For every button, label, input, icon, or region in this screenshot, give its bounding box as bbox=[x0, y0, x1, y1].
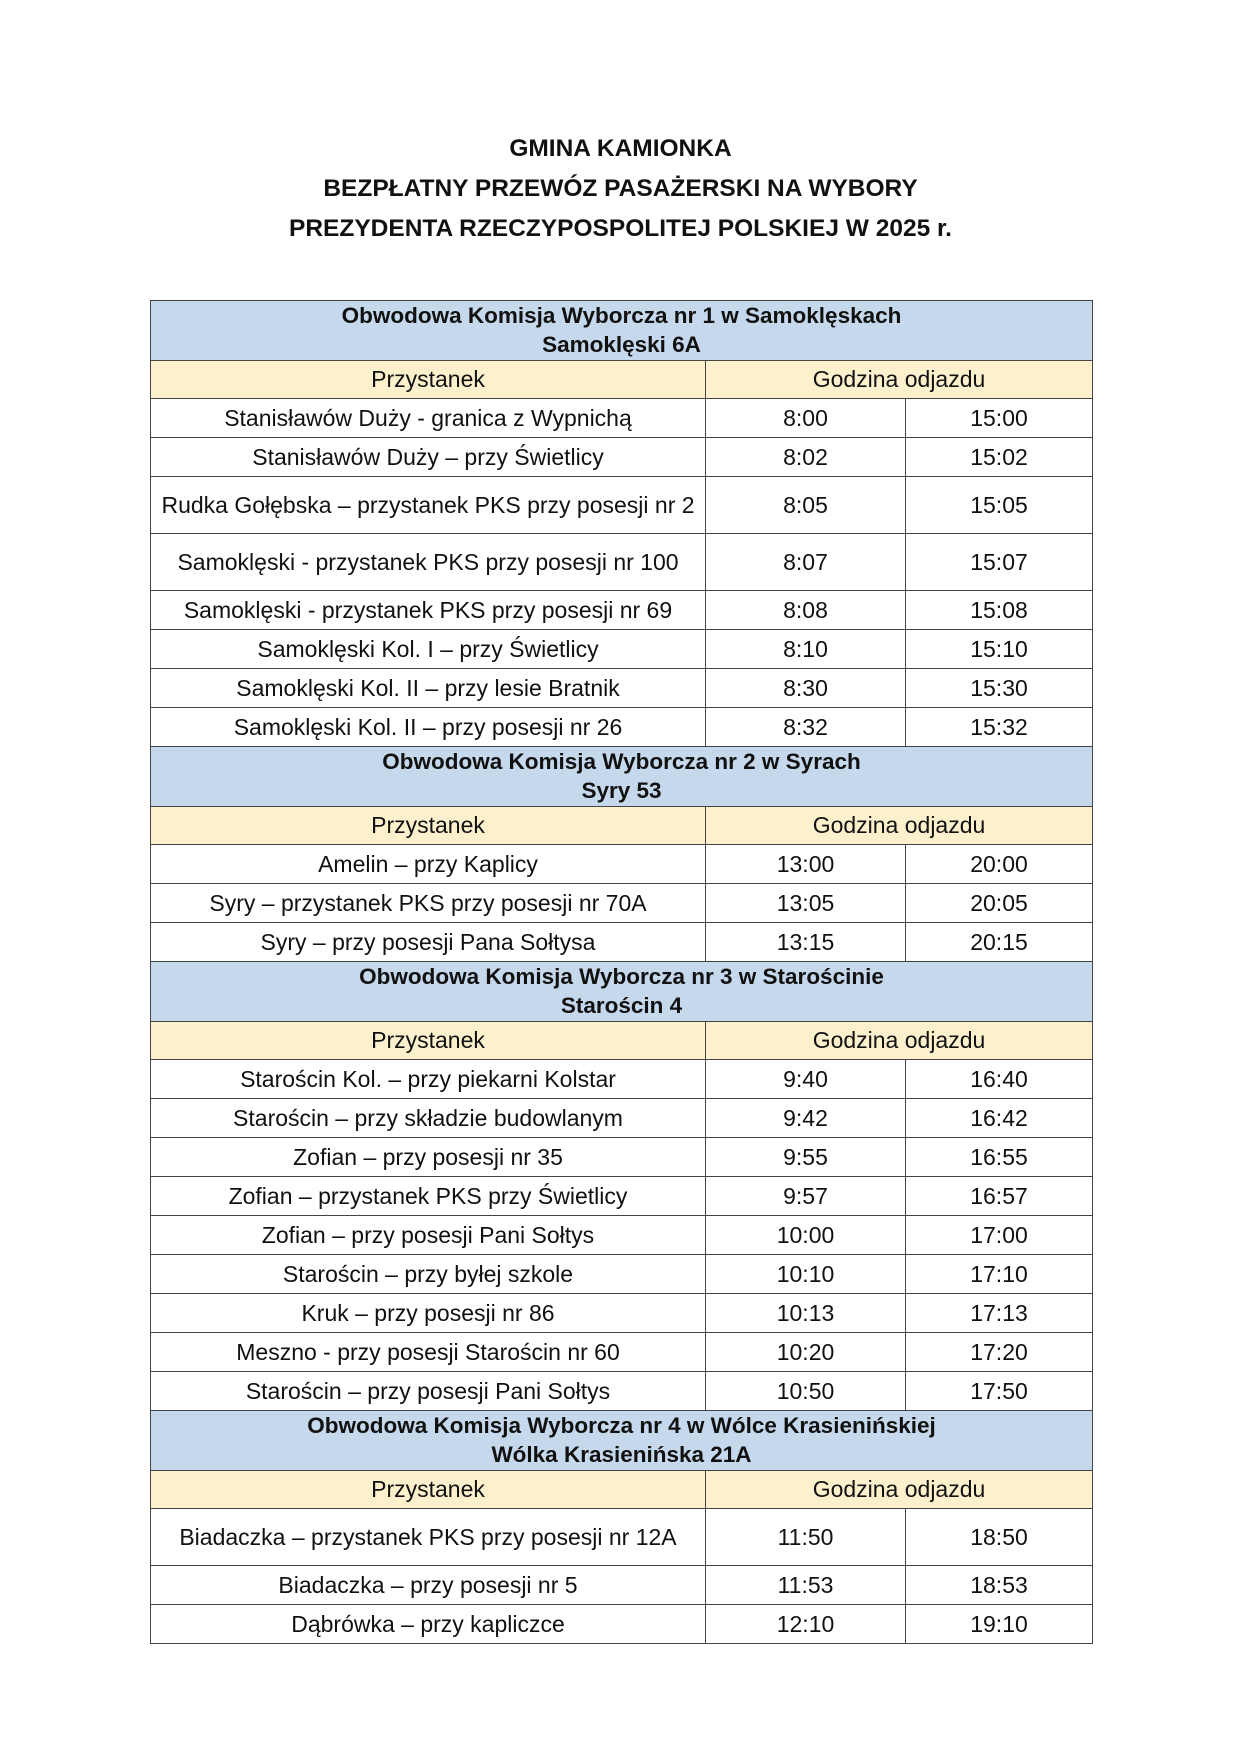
table-row bbox=[151, 1294, 1093, 1333]
stop-name: Amelin – przy Kaplicy bbox=[151, 845, 706, 884]
title-line-1: GMINA KAMIONKA bbox=[509, 135, 732, 162]
commission-address: Starościn 4 bbox=[560, 992, 683, 1018]
departure-time-afternoon: 15:07 bbox=[906, 534, 1093, 591]
stop-name: Stanisławów Duży - granica z Wypnichą bbox=[151, 399, 706, 438]
title-line-3: PREZYDENTA RZECZYPOSPOLITEJ POLSKIEJ W 2025 r. bbox=[288, 215, 952, 242]
table-row bbox=[151, 1060, 1093, 1099]
departure-time-afternoon: 15:00 bbox=[906, 399, 1093, 438]
column-header-stop: Przystanek bbox=[151, 807, 706, 845]
departure-time-morning: 10:20 bbox=[706, 1333, 906, 1372]
stop-name: Meszno - przy posesji Starościn nr 60 bbox=[151, 1333, 706, 1372]
column-header-row bbox=[151, 1022, 1093, 1060]
departure-time-morning: 8:05 bbox=[706, 477, 906, 534]
departure-time-morning: 8:02 bbox=[706, 438, 906, 477]
departure-time-morning: 11:53 bbox=[706, 1566, 906, 1605]
commission-address: Syry 53 bbox=[581, 777, 662, 803]
title-line-2: BEZPŁATNY PRZEWÓZ PASAŻERSKI NA WYBORY bbox=[323, 175, 918, 202]
commission-address: Wólka Krasienińska 21A bbox=[491, 1441, 752, 1467]
departure-time-morning: 10:50 bbox=[706, 1372, 906, 1411]
stop-name: Stanisławów Duży – przy Świetlicy bbox=[151, 438, 706, 477]
departure-time-afternoon: 17:10 bbox=[906, 1255, 1093, 1294]
departure-time-afternoon: 20:00 bbox=[906, 845, 1093, 884]
table-row bbox=[151, 1605, 1093, 1644]
stop-name: Biadaczka – przy posesji nr 5 bbox=[151, 1566, 706, 1605]
departure-time-afternoon: 17:13 bbox=[906, 1294, 1093, 1333]
table-row bbox=[151, 669, 1093, 708]
stop-name: Starościn – przy składzie budowlanym bbox=[151, 1099, 706, 1138]
stop-name: Starościn – przy posesji Pani Sołtys bbox=[151, 1372, 706, 1411]
stop-name: Rudka Gołębska – przystanek PKS przy posesji nr 2 bbox=[151, 477, 706, 534]
commission-header bbox=[151, 301, 1093, 361]
table-row bbox=[151, 1138, 1093, 1177]
stop-name: Samoklęski Kol. II – przy posesji nr 26 bbox=[151, 708, 706, 747]
departure-time-afternoon: 15:02 bbox=[906, 438, 1093, 477]
stop-name: Samoklęski - przystanek PKS przy posesji nr 69 bbox=[151, 591, 706, 630]
commission-title: Obwodowa Komisja Wyborcza nr 2 w Syrach bbox=[382, 749, 861, 774]
schedule-table bbox=[150, 300, 1093, 1644]
column-header-stop: Przystanek bbox=[151, 361, 706, 399]
column-header-time: Godzina odjazdu bbox=[706, 361, 1093, 399]
departure-time-morning: 8:07 bbox=[706, 534, 906, 591]
departure-time-morning: 8:08 bbox=[706, 591, 906, 630]
stop-name: Samoklęski Kol. II – przy lesie Bratnik bbox=[151, 669, 706, 708]
departure-time-afternoon: 18:50 bbox=[906, 1509, 1093, 1566]
table-row bbox=[151, 1177, 1093, 1216]
table-row bbox=[151, 923, 1093, 962]
departure-time-afternoon: 15:30 bbox=[906, 669, 1093, 708]
table-row bbox=[151, 845, 1093, 884]
departure-time-morning: 9:40 bbox=[706, 1060, 906, 1099]
departure-time-afternoon: 18:53 bbox=[906, 1566, 1093, 1605]
column-header-row bbox=[151, 1471, 1093, 1509]
column-header-time: Godzina odjazdu bbox=[706, 807, 1093, 845]
departure-time-afternoon: 16:57 bbox=[906, 1177, 1093, 1216]
column-header-row bbox=[151, 361, 1093, 399]
departure-time-morning: 10:00 bbox=[706, 1216, 906, 1255]
departure-time-afternoon: 20:15 bbox=[906, 923, 1093, 962]
column-header-time: Godzina odjazdu bbox=[706, 1022, 1093, 1060]
departure-time-afternoon: 15:32 bbox=[906, 708, 1093, 747]
departure-time-morning: 13:05 bbox=[706, 884, 906, 923]
departure-time-afternoon: 17:00 bbox=[906, 1216, 1093, 1255]
commission-title: Obwodowa Komisja Wyborcza nr 4 w Wólce Krasienińskiej bbox=[307, 1413, 936, 1438]
commission-address: Samoklęski 6A bbox=[542, 331, 701, 357]
table-row bbox=[151, 884, 1093, 923]
stop-name: Starościn – przy byłej szkole bbox=[151, 1255, 706, 1294]
stop-name: Zofian – przy posesji Pani Sołtys bbox=[151, 1216, 706, 1255]
commission-title-cell bbox=[151, 747, 1093, 807]
departure-time-afternoon: 16:42 bbox=[906, 1099, 1093, 1138]
commission-title: Obwodowa Komisja Wyborcza nr 3 w Starościnie bbox=[359, 964, 884, 989]
departure-time-morning: 13:15 bbox=[706, 923, 906, 962]
stop-name: Dąbrówka – przy kapliczce bbox=[151, 1605, 706, 1644]
table-row bbox=[151, 591, 1093, 630]
departure-time-morning: 9:57 bbox=[706, 1177, 906, 1216]
stop-name: Zofian – przystanek PKS przy Świetlicy bbox=[151, 1177, 706, 1216]
table-row bbox=[151, 1372, 1093, 1411]
departure-time-morning: 8:32 bbox=[706, 708, 906, 747]
commission-title-cell bbox=[151, 301, 1093, 361]
table-row bbox=[151, 630, 1093, 669]
departure-time-morning: 13:00 bbox=[706, 845, 906, 884]
commission-header bbox=[151, 1411, 1093, 1471]
column-header-stop: Przystanek bbox=[151, 1022, 706, 1060]
table-row bbox=[151, 1216, 1093, 1255]
table-row bbox=[151, 708, 1093, 747]
table-row bbox=[151, 438, 1093, 477]
commission-title-cell bbox=[151, 1411, 1093, 1471]
commission-title: Obwodowa Komisja Wyborcza nr 1 w Samoklęskach bbox=[341, 303, 902, 328]
table-row bbox=[151, 399, 1093, 438]
departure-time-afternoon: 15:10 bbox=[906, 630, 1093, 669]
stop-name: Samoklęski - przystanek PKS przy posesji nr 100 bbox=[151, 534, 706, 591]
departure-time-afternoon: 16:55 bbox=[906, 1138, 1093, 1177]
column-header-time: Godzina odjazdu bbox=[706, 1471, 1093, 1509]
departure-time-morning: 10:10 bbox=[706, 1255, 906, 1294]
departure-time-afternoon: 16:40 bbox=[906, 1060, 1093, 1099]
stop-name: Kruk – przy posesji nr 86 bbox=[151, 1294, 706, 1333]
document-title bbox=[0, 129, 1241, 249]
departure-time-morning: 9:55 bbox=[706, 1138, 906, 1177]
stop-name: Starościn Kol. – przy piekarni Kolstar bbox=[151, 1060, 706, 1099]
table-row bbox=[151, 1099, 1093, 1138]
departure-time-morning: 8:10 bbox=[706, 630, 906, 669]
departure-time-afternoon: 17:50 bbox=[906, 1372, 1093, 1411]
departure-time-morning: 9:42 bbox=[706, 1099, 906, 1138]
stop-name: Syry – przystanek PKS przy posesji nr 70A bbox=[151, 884, 706, 923]
stop-name: Syry – przy posesji Pana Sołtysa bbox=[151, 923, 706, 962]
stop-name: Zofian – przy posesji nr 35 bbox=[151, 1138, 706, 1177]
departure-time-morning: 12:10 bbox=[706, 1605, 906, 1644]
table-row bbox=[151, 477, 1093, 534]
column-header-row bbox=[151, 807, 1093, 845]
table-row bbox=[151, 1333, 1093, 1372]
table-row bbox=[151, 1509, 1093, 1566]
column-header-stop: Przystanek bbox=[151, 1471, 706, 1509]
table-row bbox=[151, 1255, 1093, 1294]
commission-header bbox=[151, 962, 1093, 1022]
table-row bbox=[151, 534, 1093, 591]
stop-name: Biadaczka – przystanek PKS przy posesji nr 12A bbox=[151, 1509, 706, 1566]
departure-time-morning: 10:13 bbox=[706, 1294, 906, 1333]
commission-title-cell bbox=[151, 962, 1093, 1022]
departure-time-morning: 11:50 bbox=[706, 1509, 906, 1566]
departure-time-morning: 8:30 bbox=[706, 669, 906, 708]
departure-time-morning: 8:00 bbox=[706, 399, 906, 438]
commission-header bbox=[151, 747, 1093, 807]
departure-time-afternoon: 15:05 bbox=[906, 477, 1093, 534]
departure-time-afternoon: 19:10 bbox=[906, 1605, 1093, 1644]
departure-time-afternoon: 15:08 bbox=[906, 591, 1093, 630]
stop-name: Samoklęski Kol. I – przy Świetlicy bbox=[151, 630, 706, 669]
table-row bbox=[151, 1566, 1093, 1605]
departure-time-afternoon: 20:05 bbox=[906, 884, 1093, 923]
departure-time-afternoon: 17:20 bbox=[906, 1333, 1093, 1372]
